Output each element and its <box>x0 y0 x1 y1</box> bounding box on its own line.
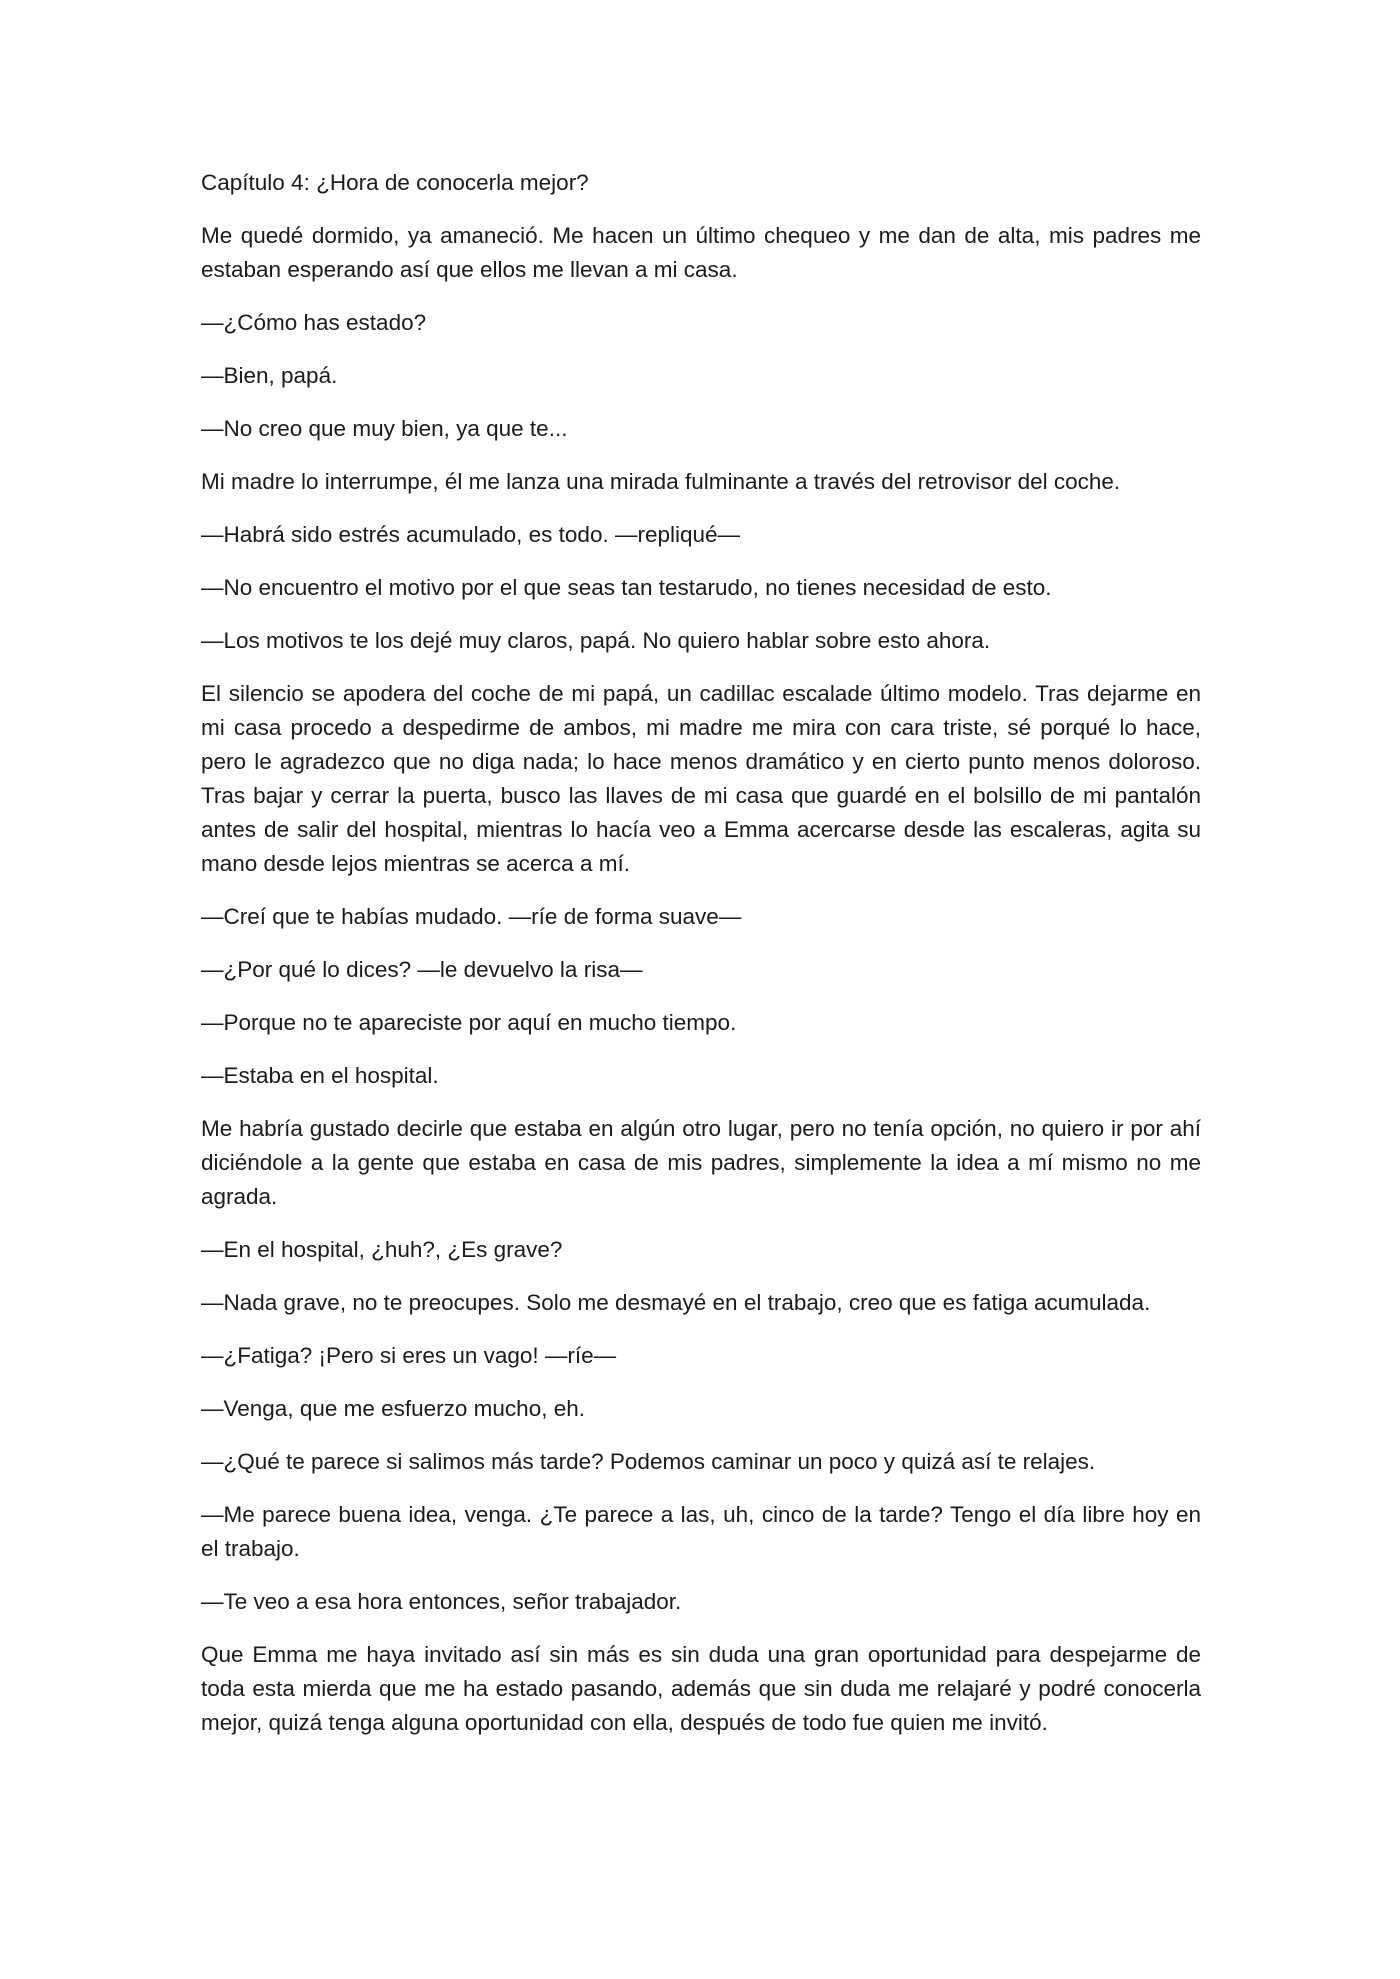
dialogue-line: —No encuentro el motivo por el que seas tan testarudo, no tienes necesidad de esto. <box>201 575 1052 600</box>
paragraph: El silencio se apodera del coche de mi papá, un cadillac escalade último modelo. Tras dejarme en mi casa procedo a despedirme de ambos, mi madre me mira con cara triste, sé porqué lo hace, pero le agradezco que no diga nada; lo hace menos dramático y en cierto punto menos doloroso. Tras bajar y cerrar la puerta, busco las llaves de mi casa que guardé en el bolsillo de mi pantalón antes de salir del hospital, mientras lo hacía veo a Emma acercarse desde las escaleras, agita su mano desde lejos mientras se acerca a mí. <box>201 681 1201 876</box>
paragraph: Que Emma me haya invitado así sin más es sin duda una gran oportunidad para despejarme de toda esta mierda que me ha estado pasando, además que sin duda me relajaré y podré conocerla mejor, quizá tenga alguna oportunidad con ella, después de todo fue quien me invitó. <box>201 1642 1201 1735</box>
dialogue-line: —Porque no te apareciste por aquí en mucho tiempo. <box>201 1010 737 1035</box>
paragraph: Mi madre lo interrumpe, él me lanza una mirada fulminante a través del retrovisor del coche. <box>201 469 1121 494</box>
dialogue-line: —¿Por qué lo dices? —le devuelvo la risa— <box>201 957 643 982</box>
dialogue-line: —Me parece buena idea, venga. ¿Te parece a las, uh, cinco de la tarde? Tengo el día libre hoy en el trabajo. <box>201 1502 1201 1561</box>
dialogue-line: —Los motivos te los dejé muy claros, papá. No quiero hablar sobre esto ahora. <box>201 628 991 653</box>
chapter-title: Capítulo 4: ¿Hora de conocerla mejor? <box>201 170 589 195</box>
dialogue-line: —Nada grave, no te preocupes. Solo me desmayé en el trabajo, creo que es fatiga acumulada. <box>201 1290 1151 1315</box>
dialogue-line: —¿Fatiga? ¡Pero si eres un vago! —ríe— <box>201 1343 617 1368</box>
dialogue-line: —Estaba en el hospital. <box>201 1063 439 1088</box>
dialogue-line: —En el hospital, ¿huh?, ¿Es grave? <box>201 1237 563 1262</box>
dialogue-line: —Creí que te habías mudado. —ríe de forma suave— <box>201 904 742 929</box>
dialogue-line: —No creo que muy bien, ya que te... <box>201 416 568 441</box>
paragraph: Me quedé dormido, ya amaneció. Me hacen un último chequeo y me dan de alta, mis padres me estaban esperando así que ellos me llevan a mi casa. <box>201 223 1201 282</box>
dialogue-line: —Habrá sido estrés acumulado, es todo. —repliqué— <box>201 522 741 547</box>
dialogue-line: —Venga, que me esfuerzo mucho, eh. <box>201 1396 585 1421</box>
document-body <box>201 166 1201 1759</box>
dialogue-line: —¿Cómo has estado? <box>201 310 427 335</box>
paragraph: Me habría gustado decirle que estaba en algún otro lugar, pero no tenía opción, no quiero ir por ahí diciéndole a la gente que estaba en casa de mis padres, simplemente la idea a mí mismo no me agrada. <box>201 1116 1201 1209</box>
dialogue-line: —Bien, papá. <box>201 363 338 388</box>
dialogue-line: —¿Qué te parece si salimos más tarde? Podemos caminar un poco y quizá así te relajes. <box>201 1449 1096 1474</box>
dialogue-line: —Te veo a esa hora entonces, señor trabajador. <box>201 1589 682 1614</box>
